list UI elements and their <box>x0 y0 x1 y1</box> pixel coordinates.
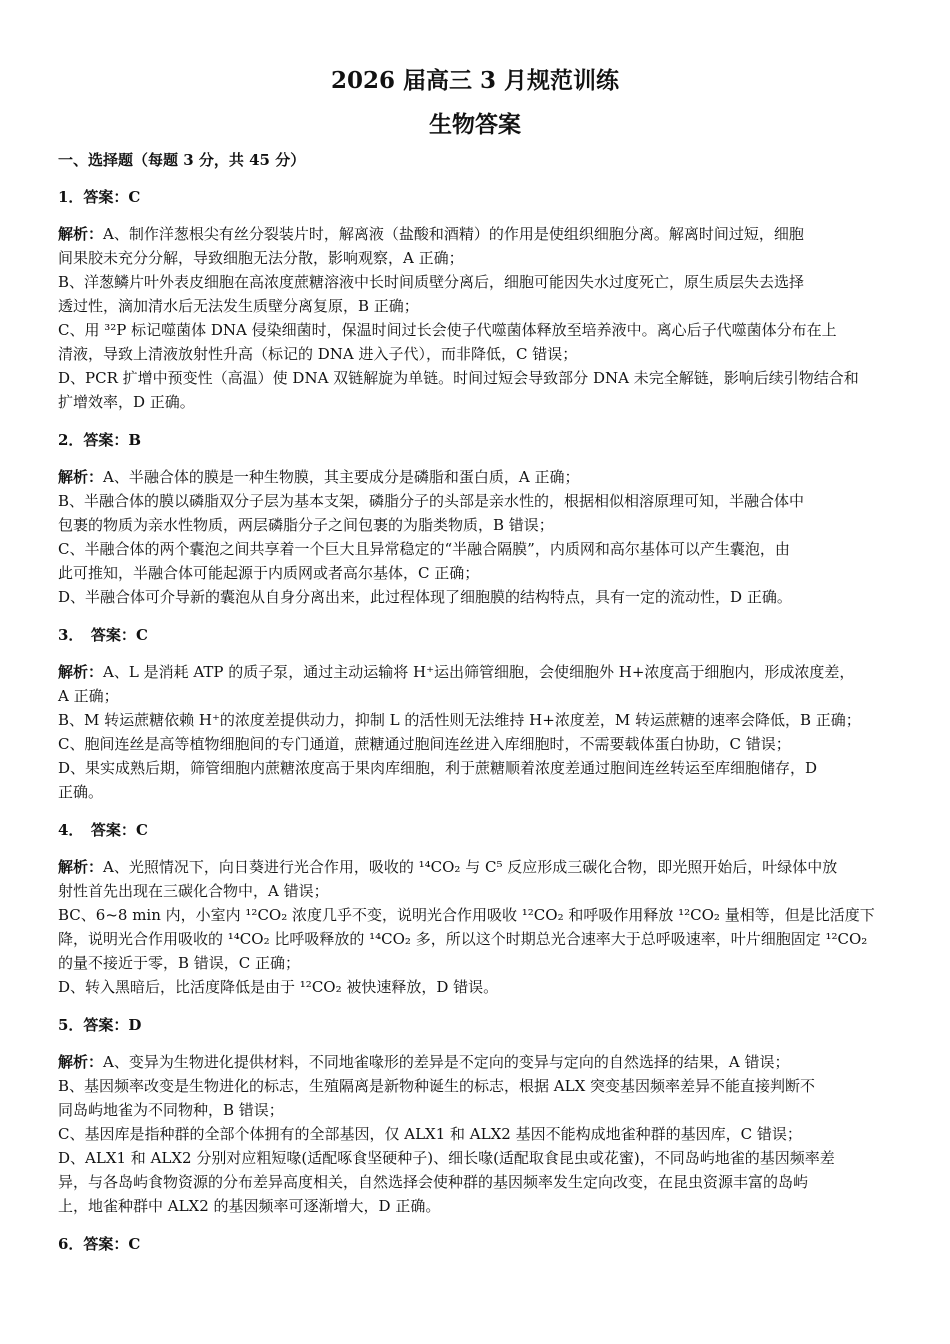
explanation-text: C、基因库是指种群的全部个体拥有的全部基因，仅 ALX1 和 ALX2 基因不能构成地雀种群的基因库，C 错误； <box>58 1125 802 1143</box>
question-explanation <box>58 660 892 804</box>
explanation-text: C、胞间连丝是高等植物细胞间的专门通道，蔗糖通过胞间连丝进入库细胞时，不需要载体蛋白协助，C 错误； <box>58 735 791 753</box>
question-answer: 3． 答案：C <box>58 626 148 644</box>
question-answer: 2．答案：B <box>58 431 142 449</box>
explanation-text: B、基因频率改变是生物进化的标志，生殖隔离是新物种诞生的标志，根据 ALX 突变基因频率差异不能直接判断不 <box>58 1077 816 1095</box>
question-answer: 1．答案：C <box>58 188 141 206</box>
explanation-line <box>58 1074 892 1098</box>
explanation-line <box>58 756 892 780</box>
question-explanation <box>58 465 892 609</box>
explanation-line <box>58 927 892 951</box>
question-list <box>58 186 892 1255</box>
explanation-label: 解析： <box>58 468 104 486</box>
explanation-text: 的量不接近于零，B 错误，C 正确； <box>58 954 301 972</box>
explanation-text: A 正确； <box>58 687 119 705</box>
explanation-text: 扩增效率，D 正确。 <box>58 393 195 411</box>
explanation-line <box>58 1098 892 1122</box>
explanation-text: 同岛屿地雀为不同物种，B 错误； <box>58 1101 284 1119</box>
explanation-line <box>58 246 892 270</box>
document-title: 2026 届高三 3 月规范训练 <box>330 67 620 94</box>
explanation-text: B、M 转运蔗糖依赖 H⁺的浓度差提供动力，抑制 L 的活性则无法维持 H+浓度差，M 转运蔗糖的速率会降低，B 正确； <box>58 711 861 729</box>
explanation-text: B、洋葱鳞片叶外表皮细胞在高浓度蔗糖溶液中长时间质壁分离后，细胞可能因失水过度死亡，原生质层失去选择 <box>58 273 805 291</box>
explanation-text: 异，与各岛屿食物资源的分布差异高度相关，自然选择会使种群的基因频率发生定向改变，在昆虫资源丰富的岛屿 <box>58 1173 809 1191</box>
explanation-text: A、L 是消耗 ATP 的质子泵，通过主动运输将 H⁺运出筛管细胞，会使细胞外 H+浓度高于细胞内，形成浓度差， <box>103 663 855 681</box>
explanation-line <box>58 537 892 561</box>
explanation-text: 间果胶未充分分解，导致细胞无法分散，影响观察，A 正确； <box>58 249 464 267</box>
question-answer: 4． 答案：C <box>58 821 148 839</box>
explanation-text: A、变异为生物进化提供材料，不同地雀喙形的差异是不定向的变异与定向的自然选择的结果，A 错误； <box>103 1053 790 1071</box>
explanation-label: 解析： <box>58 225 104 243</box>
explanation-line <box>58 1194 892 1218</box>
explanation-line <box>58 780 892 804</box>
explanation-line <box>58 489 892 513</box>
explanation-line <box>58 1050 892 1074</box>
explanation-line <box>58 465 892 489</box>
explanation-line <box>58 1122 892 1146</box>
explanation-text: B、半融合体的膜以磷脂双分子层为基本支架，磷脂分子的头部是亲水性的，根据相似相溶原理可知，半融合体中 <box>58 492 805 510</box>
question-explanation <box>58 1050 892 1218</box>
explanation-line <box>58 708 892 732</box>
explanation-line <box>58 732 892 756</box>
explanation-label: 解析： <box>58 1053 104 1071</box>
question-block <box>58 1233 892 1255</box>
question-explanation <box>58 222 892 414</box>
question-block <box>58 819 892 999</box>
explanation-line <box>58 222 892 246</box>
explanation-line <box>58 855 892 879</box>
explanation-line <box>58 342 892 366</box>
section-heading: 一、选择题（每题 3 分，共 45 分） <box>58 151 306 169</box>
explanation-text: A、制作洋葱根尖有丝分裂装片时，解离液（盐酸和酒精）的作用是使组织细胞分离。解离时间过短，细胞 <box>103 225 804 243</box>
question-block <box>58 624 892 804</box>
explanation-line <box>58 903 892 927</box>
explanation-text: 清液，导致上清液放射性升高（标记的 DNA 进入子代），而非降低，C 错误； <box>58 345 578 363</box>
explanation-line <box>58 975 892 999</box>
explanation-line <box>58 684 892 708</box>
explanation-text: D、ALX1 和 ALX2 分别对应粗短喙(适配啄食坚硬种子)、细长喙(适配取食昆虫或花蜜)，不同岛屿地雀的基因频率差 <box>58 1149 835 1167</box>
explanation-line <box>58 1146 892 1170</box>
explanation-label: 解析： <box>58 663 104 681</box>
question-answer: 5．答案：D <box>58 1016 142 1034</box>
explanation-text: A、半融合体的膜是一种生物膜，其主要成分是磷脂和蛋白质，A 正确； <box>103 468 580 486</box>
question-block <box>58 1014 892 1218</box>
question-block <box>58 429 892 609</box>
explanation-text: C、用 ³²P 标记噬菌体 DNA 侵染细菌时，保温时间过长会使子代噬菌体释放至培养液中。离心后子代噬菌体分布在上 <box>58 321 837 339</box>
explanation-line <box>58 660 892 684</box>
explanation-text: BC、6~8 min 内，小室内 ¹²CO₂ 浓度几乎不变，说明光合作用吸收 ¹²CO₂ 和呼吸作用释放 ¹²CO₂ 量相等，但是比活度下 <box>58 906 875 924</box>
explanation-line <box>58 318 892 342</box>
explanation-text: 此可推知，半融合体可能起源于内质网或者高尔基体，C 正确； <box>58 564 480 582</box>
question-explanation <box>58 855 892 999</box>
explanation-line <box>58 585 892 609</box>
explanation-line <box>58 513 892 537</box>
question-block <box>58 186 892 414</box>
question-answer: 6．答案：C <box>58 1235 141 1253</box>
explanation-text: 透过性，滴加清水后无法发生质壁分离复原，B 正确； <box>58 297 419 315</box>
explanation-text: A、光照情况下，向日葵进行光合作用，吸收的 ¹⁴CO₂ 与 C⁵ 反应形成三碳化合物，即光照开始后，叶绿体中放 <box>103 858 838 876</box>
explanation-text: 降，说明光合作用吸收的 ¹⁴CO₂ 比呼吸释放的 ¹⁴CO₂ 多，所以这个时期总光合速率大于总呼吸速率，叶片细胞固定 ¹²CO₂ <box>58 930 868 948</box>
explanation-line <box>58 951 892 975</box>
explanation-line <box>58 294 892 318</box>
explanation-line <box>58 366 892 390</box>
explanation-text: D、PCR 扩增中预变性（高温）使 DNA 双链解旋为单链。时间过短会导致部分 DNA 未完全解链，影响后续引物结合和 <box>58 369 859 387</box>
explanation-line <box>58 390 892 414</box>
explanation-line <box>58 561 892 585</box>
explanation-line <box>58 270 892 294</box>
explanation-text: D、转入黑暗后，比活度降低是由于 ¹²CO₂ 被快速释放，D 错误。 <box>58 978 499 996</box>
explanation-text: C、半融合体的两个囊泡之间共享着一个巨大且异常稳定的“半融合隔膜”，内质网和高尔基体可以产生囊泡，由 <box>58 540 790 558</box>
explanation-text: 上，地雀种群中 ALX2 的基因频率可逐渐增大，D 正确。 <box>58 1197 441 1215</box>
explanation-text: D、半融合体可介导新的囊泡从自身分离出来，此过程体现了细胞膜的结构特点，具有一定的流动性，D 正确。 <box>58 588 792 606</box>
explanation-label: 解析： <box>58 858 104 876</box>
explanation-text: 正确。 <box>58 783 104 801</box>
document-subtitle: 生物答案 <box>429 111 521 138</box>
explanation-text: 包裹的物质为亲水性物质，两层磷脂分子之间包裹的为脂类物质，B 错误； <box>58 516 554 534</box>
explanation-text: D、果实成熟后期，筛管细胞内蔗糖浓度高于果肉库细胞，利于蔗糖顺着浓度差通过胞间连丝转运至库细胞储存，D <box>58 759 818 777</box>
explanation-line <box>58 1170 892 1194</box>
explanation-text: 射性首先出现在三碳化合物中，A 错误； <box>58 882 329 900</box>
explanation-line <box>58 879 892 903</box>
